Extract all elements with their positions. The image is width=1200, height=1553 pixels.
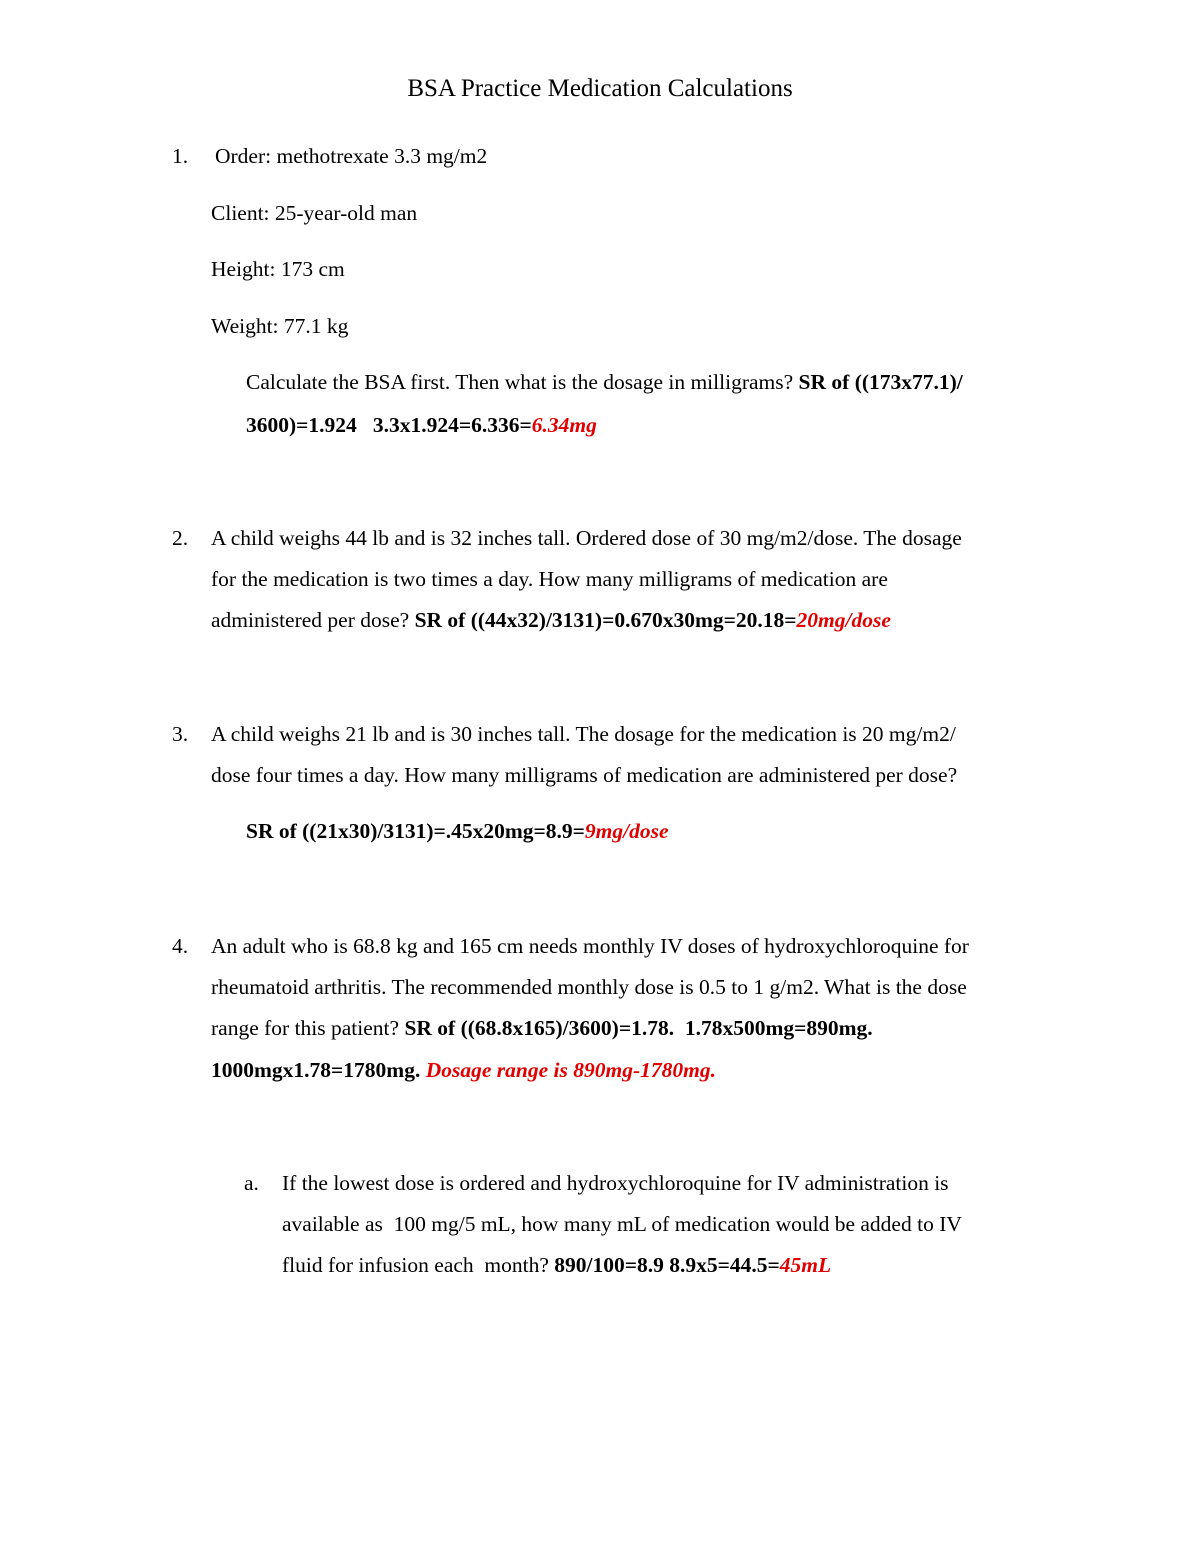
problem-4a-line-3	[282, 1255, 831, 1277]
problem-4-question: range for this patient?	[211, 1016, 400, 1040]
problem-1-order: Order: methotrexate 3.3 mg/m2	[215, 144, 488, 168]
problem-1-work-a: SR of ((173x77.1)/	[798, 370, 963, 394]
problem-4-work-b: 1000mgx1.78=1780mg.	[211, 1058, 421, 1082]
problem-4a-work: 890/100=8.9 8.9x5=44.5=	[554, 1253, 780, 1277]
problem-4-number: 4.	[172, 934, 189, 958]
problem-4-line-4	[211, 1060, 716, 1082]
problem-4a-line-1: If the lowest dose is ordered and hydroxychloroquine for IV administration is	[282, 1171, 949, 1195]
problem-1-question: Calculate the BSA first. Then what is the dosage in milligrams?	[246, 370, 794, 394]
problem-1-question-line	[246, 372, 963, 394]
problem-4a-answer: 45mL	[779, 1253, 832, 1277]
problem-3-work: SR of ((21x30)/3131)=.45x20mg=8.9=	[246, 819, 585, 843]
problem-1-work-b: 3600)=1.924 3.3x1.924=6.336=	[246, 413, 532, 437]
problem-2-number: 2.	[172, 526, 189, 550]
problem-2-work: SR of ((44x32)/3131)=0.670x30mg=20.18=	[414, 608, 797, 632]
problem-4-line-2: rheumatoid arthritis. The recommended monthly dose is 0.5 to 1 g/m2. What is the dose	[211, 975, 967, 999]
problem-4-work-a: SR of ((68.8x165)/3600)=1.78. 1.78x500mg=890mg.	[404, 1016, 873, 1040]
problem-3-number: 3.	[172, 722, 189, 746]
problem-1-number: 1.	[172, 144, 189, 168]
problem-2-answer: 20mg/dose	[796, 608, 891, 632]
problem-4-line-1: An adult who is 68.8 kg and 165 cm needs monthly IV doses of hydroxychloroquine for	[211, 934, 969, 958]
problem-1-work-line	[246, 415, 597, 437]
problem-3-work-line	[246, 821, 669, 843]
problem-3-line-2: dose four times a day. How many milligrams of medication are administered per dose?	[211, 763, 958, 787]
problem-2-line-3	[211, 610, 891, 632]
problem-4a-line-2: available as 100 mg/5 mL, how many mL of medication would be added to IV	[282, 1212, 962, 1236]
problem-1-height: Height: 173 cm	[211, 257, 345, 281]
problem-3-line-1: A child weighs 21 lb and is 30 inches tall. The dosage for the medication is 20 mg/m2/	[211, 722, 956, 746]
problem-1-client: Client: 25-year-old man	[211, 201, 418, 225]
problem-2-line-2: for the medication is two times a day. How many milligrams of medication are	[211, 567, 888, 591]
page-title: BSA Practice Medication Calculations	[407, 75, 793, 102]
problem-3-answer: 9mg/dose	[584, 819, 669, 843]
problem-1-answer: 6.34mg	[531, 413, 597, 437]
problem-2-line-1: A child weighs 44 lb and is 32 inches tall. Ordered dose of 30 mg/m2/dose. The dosage	[211, 526, 962, 550]
problem-2-question: administered per dose?	[211, 608, 410, 632]
problem-4a-letter: a.	[244, 1171, 259, 1195]
problem-1-weight: Weight: 77.1 kg	[211, 314, 349, 338]
problem-4a-question: fluid for infusion each month?	[282, 1253, 549, 1277]
problem-4-line-3	[211, 1018, 873, 1040]
problem-4-answer: Dosage range is 890mg-1780mg.	[425, 1058, 716, 1082]
